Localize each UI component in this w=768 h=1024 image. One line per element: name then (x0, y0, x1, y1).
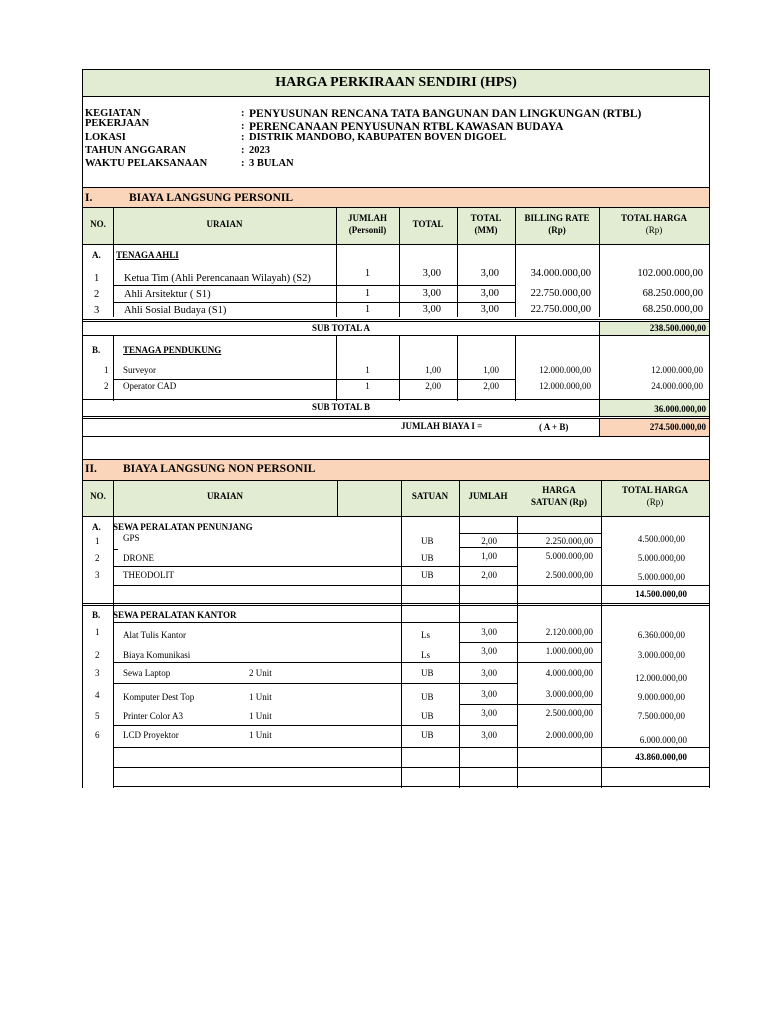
header-no: NO. (90, 491, 106, 501)
section1-number: I. (85, 192, 93, 204)
row-name: Ahli Arsitektur ( S1) (124, 289, 211, 300)
row-jumlah: 1 (365, 365, 370, 375)
row-no: 1 (95, 627, 100, 637)
subtotal-b-value: 36.000.000,00 (654, 404, 706, 414)
row-no: 3 (94, 305, 100, 316)
row-no: 1 (104, 365, 109, 375)
row-total: 2,00 (425, 381, 441, 391)
row-mm: 1,00 (483, 365, 499, 375)
row-jumlah: 1 (364, 268, 371, 279)
row-harga: 12.000.000,00 (651, 365, 703, 375)
row-mm: 3,00 (480, 288, 499, 299)
row-name: Komputer Dest Top (123, 692, 195, 702)
hps-sheet (82, 69, 710, 788)
section1-title: BIAYA LANGSUNG PERSONIL (129, 192, 294, 204)
row-satuan: UB (421, 536, 434, 546)
row-name: Surveyor (123, 365, 156, 375)
row-jumlah: 3,00 (481, 668, 497, 678)
row-harga: 2.250.000,00 (545, 536, 593, 546)
row-no: 2 (95, 553, 100, 563)
row-harga: 2.500.000,00 (545, 570, 593, 580)
row-jumlah: 2,00 (481, 570, 497, 580)
row-name: THEODOLIT (123, 570, 174, 580)
row-jumlah: 3,00 (481, 646, 497, 656)
row-mm: 2,00 (483, 381, 499, 391)
header-jumlah: JUMLAH (468, 491, 508, 501)
row-rate: 12.000.000,00 (539, 365, 591, 375)
header-total-harga-sub: (Rp) (645, 225, 663, 235)
group-a-title: TENAGA AHLI (116, 250, 179, 260)
row-name: Alat Tulis Kantor (123, 630, 187, 640)
info-value-tahun: 2023 (249, 145, 270, 156)
row-jumlah: 1 (364, 288, 371, 299)
row-jumlah: 3,00 (481, 627, 497, 637)
row-no: 4 (95, 690, 100, 700)
group-a-letter: A. (92, 522, 101, 532)
group-a-letter: A. (92, 250, 101, 260)
row-name: Operator CAD (123, 381, 177, 391)
jumlah-biaya-label: JUMLAH BIAYA I = (401, 421, 483, 431)
row-satuan: UB (421, 692, 434, 702)
info-value-waktu: 3 BULAN (249, 158, 294, 169)
row-no: 2 (104, 381, 109, 391)
row-total: 9.000.000,00 (637, 692, 685, 702)
info-colon: : (241, 145, 245, 156)
row-total: 5.000.000,00 (637, 572, 685, 582)
row-harga: 2.500.000,00 (545, 708, 593, 718)
header-total-harga: TOTAL HARGA (621, 213, 687, 223)
header-uraian: URAIAN (206, 219, 243, 229)
row-harga: 68.250.000,00 (642, 288, 703, 299)
row-satuan: Ls (421, 650, 430, 660)
info-value-kegiatan: PENYUSUNAN RENCANA TATA BANGUNAN DAN LINGKUNGAN (RTBL) (249, 108, 642, 120)
row-total: 1,00 (425, 365, 441, 375)
row-name: Ahli Sosial Budaya (S1) (124, 305, 227, 316)
subtotal-a-value: 14.500.000,00 (635, 589, 687, 599)
subtotal-b-value: 43.860.000,00 (635, 752, 687, 762)
row-qty: 1 Unit (249, 692, 272, 702)
header-total-mm-sub: (MM) (474, 225, 498, 235)
row-no: 2 (95, 650, 100, 660)
header-no: NO. (90, 219, 106, 229)
header-harga-satuan-sub: SATUAN (Rp) (530, 497, 588, 507)
row-rate: 34.000.000,00 (530, 268, 591, 279)
header-total-harga: TOTAL HARGA (622, 485, 688, 495)
row-jumlah: 1 (365, 381, 370, 391)
row-name: Sewa Laptop (123, 668, 171, 678)
header-total-mm: TOTAL (470, 213, 502, 223)
row-satuan: UB (421, 668, 434, 678)
group-b-letter: B. (92, 345, 101, 355)
row-total: 6.000.000,00 (639, 735, 687, 745)
row-name: Ketua Tim (Ahli Perencanaan Wilayah) (S2) (124, 273, 311, 284)
row-satuan: UB (421, 553, 434, 563)
info-value-lokasi: DISTRIK MANDOBO, KABUPATEN BOVEN DIGOEL (249, 132, 507, 143)
row-name: LCD Proyektor (123, 730, 179, 740)
row-rate: 12.000.000,00 (539, 381, 591, 391)
subtotal-a-value: 238.500.000,00 (649, 323, 706, 333)
row-jumlah: 3,00 (481, 689, 497, 699)
info-label-kegiatan: KEGIATAN (85, 108, 141, 119)
group-b-title: TENAGA PENDUKUNG (123, 345, 222, 355)
row-total: 5.000.000,00 (637, 553, 685, 563)
info-colon: : (241, 121, 245, 132)
header-uraian: URAIAN (207, 491, 243, 501)
jumlah-biaya-value: 274.500.000,00 (649, 422, 706, 432)
row-name: DRONE (123, 553, 154, 563)
jumlah-biaya-formula: ( A + B) (539, 422, 569, 432)
info-label-lokasi: LOKASI (85, 132, 126, 143)
row-no: 1 (94, 273, 100, 284)
row-no: 3 (95, 668, 100, 678)
section2-title: BIAYA LANGSUNG NON PERSONIL (123, 463, 316, 475)
header-jumlah-sub: (Personil) (348, 225, 387, 235)
row-satuan: UB (421, 711, 434, 721)
row-mm: 3,00 (480, 268, 499, 279)
info-value-pekerjaan: PERENCANAAN PENYUSUNAN RTBL KAWASAN BUDAYA (249, 121, 564, 133)
info-colon: : (241, 132, 245, 143)
row-total: 3,00 (422, 268, 441, 279)
row-total: 3,00 (422, 288, 441, 299)
row-total: 7.500.000,00 (637, 711, 685, 721)
row-jumlah: 3,00 (481, 730, 497, 740)
row-satuan: UB (421, 730, 434, 740)
row-rate: 22.750.000,00 (530, 288, 591, 299)
row-no: 5 (95, 711, 100, 721)
row-total: 3,00 (422, 304, 441, 315)
row-total: 12.000.000,00 (635, 673, 687, 683)
header-total: TOTAL (412, 219, 444, 229)
info-label-waktu: WAKTU PELAKSANAAN (85, 158, 208, 169)
row-jumlah: 2,00 (481, 536, 497, 546)
row-name: Biaya Komunikasi (123, 650, 191, 660)
row-harga: 68.250.000,00 (642, 304, 703, 315)
row-jumlah: 1 (364, 304, 371, 315)
header-billing-sub: (Rp) (548, 225, 566, 235)
header-jumlah: JUMLAH (348, 213, 387, 223)
header-satuan: SATUAN (411, 491, 449, 501)
header-harga-satuan: HARGA (542, 485, 576, 495)
row-harga: 4.000.000,00 (545, 668, 593, 678)
row-satuan: UB (421, 570, 434, 580)
subtotal-b-label: SUB TOTAL B (311, 402, 371, 412)
row-qty: 1 Unit (249, 730, 272, 740)
row-harga: 2.000.000,00 (545, 730, 593, 740)
section2-number: II. (85, 463, 97, 475)
info-label-tahun: TAHUN ANGGARAN (85, 145, 187, 156)
row-rate: 22.750.000,00 (530, 304, 591, 315)
row-satuan: Ls (421, 630, 430, 640)
group-b-title: SEWA PERALATAN KANTOR (113, 610, 237, 620)
group-b-letter: B. (92, 610, 101, 620)
row-jumlah: 1,00 (481, 551, 497, 561)
row-name: GPS (123, 533, 140, 543)
row-no: 3 (95, 570, 100, 580)
row-jumlah: 3,00 (481, 708, 497, 718)
header-billing: BILLING RATE (524, 213, 590, 223)
row-total: 4.500.000,00 (637, 534, 685, 544)
row-total: 3.000.000,00 (637, 650, 685, 660)
row-qty: 1 Unit (249, 711, 272, 721)
header-total-harga-sub: (Rp) (646, 497, 664, 507)
row-no: 1 (95, 536, 100, 546)
row-no: 6 (95, 730, 100, 740)
row-harga: 1.000.000,00 (545, 646, 593, 656)
row-qty: 2 Unit (249, 668, 272, 678)
group-a-title: SEWA PERALATAN PENUNJANG (113, 522, 253, 532)
row-name: Printer Color A3 (123, 711, 183, 721)
document-title: HARGA PERKIRAAN SENDIRI (HPS) (275, 75, 517, 90)
row-harga: 5.000.000,00 (545, 551, 593, 561)
row-harga: 24.000.000,00 (651, 381, 703, 391)
info-colon: : (241, 108, 245, 119)
row-no: 2 (94, 289, 100, 300)
row-harga: 102.000.000,00 (637, 268, 703, 279)
info-colon: : (241, 158, 245, 169)
row-harga: 3.000.000,00 (545, 689, 593, 699)
row-harga: 2.120.000,00 (545, 627, 593, 637)
subtotal-a-label: SUB TOTAL A (311, 323, 371, 333)
row-mm: 3,00 (480, 304, 499, 315)
row-total: 6.360.000,00 (637, 630, 685, 640)
info-label-pekerjaan: PEKERJAAN (85, 118, 150, 129)
